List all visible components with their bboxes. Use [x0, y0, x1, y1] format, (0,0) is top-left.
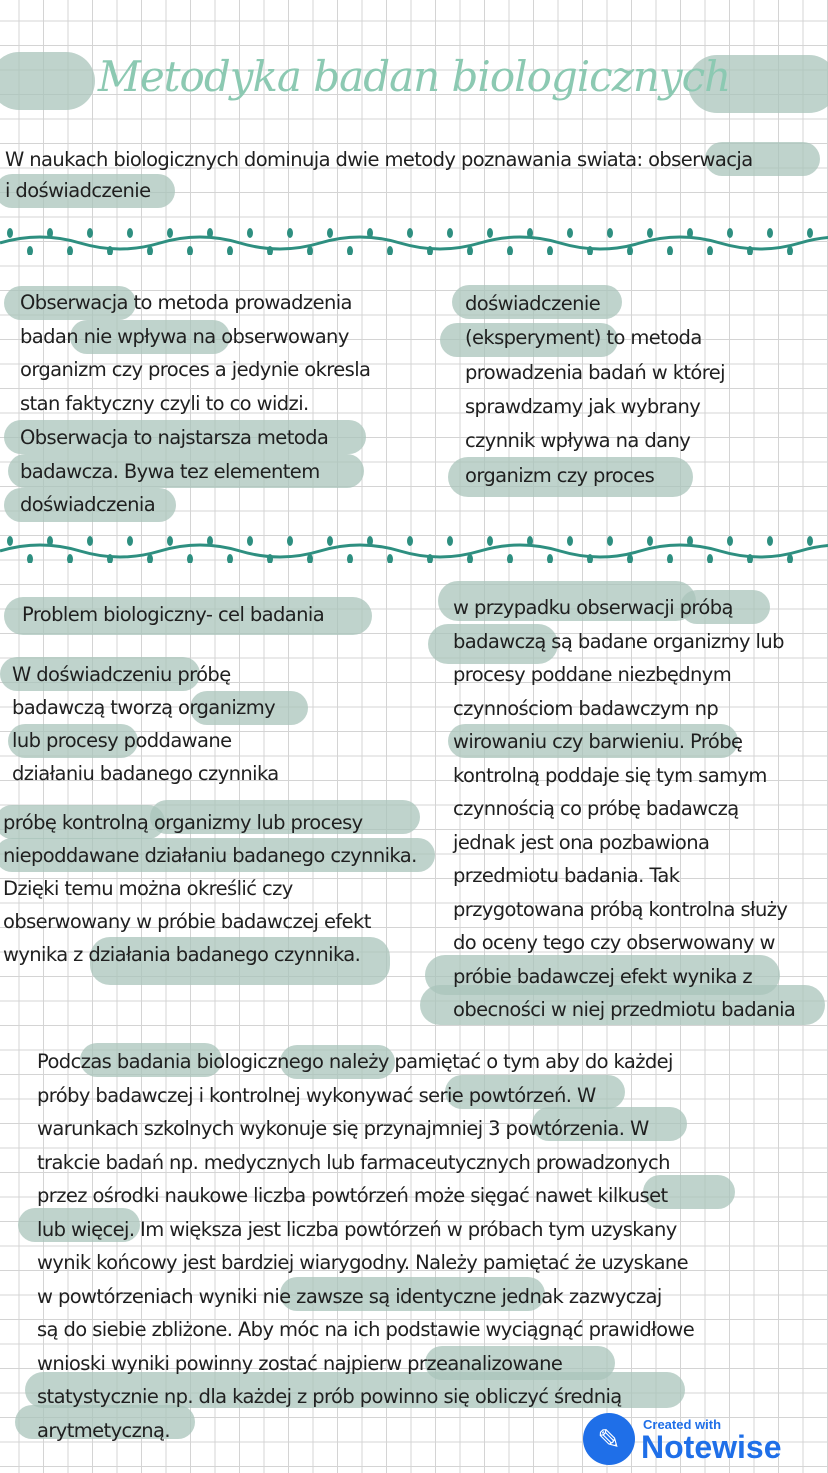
text-line: obserwowany w próbie badawczej efekt [3, 910, 371, 933]
text-line: sprawdzamy jak wybrany [465, 394, 701, 418]
notewise-watermark [583, 1413, 781, 1465]
text-line: (eksperyment) to metoda [465, 326, 702, 350]
leaf-icon [547, 246, 553, 255]
text-line: Podczas badania biologicznego należy pamiętać o tym aby do każdej [37, 1050, 673, 1073]
text-line: do oceny tego czy obserwowany w [453, 931, 775, 954]
text-line: w przypadku obserwacji próbą [453, 596, 733, 619]
text-line: Obserwacja to metoda prowadzenia [20, 291, 352, 314]
leaf-icon [7, 228, 13, 238]
leaf-icon [487, 228, 493, 238]
leaf-icon [127, 228, 133, 238]
leaf-icon [207, 228, 213, 238]
leaf-icon [407, 536, 413, 546]
text-line: statystycznie np. dla każdej z prób powinno się obliczyć średnią [37, 1385, 622, 1408]
text-line: Dzięki temu można określić czy [3, 877, 293, 900]
leaf-icon [287, 228, 293, 238]
text-line: wynika z działania badanego czynnika. [3, 943, 361, 966]
text-line: Obserwacja to najstarsza metoda [20, 425, 329, 449]
leaf-icon [227, 246, 233, 255]
text-line: obecności w niej przedmiotu badania [453, 998, 796, 1021]
leaf-icon [167, 536, 173, 546]
leaf-icon [567, 228, 573, 238]
leaf-icon [707, 246, 713, 255]
text-line: próbie badawczej efekt wynika z [453, 964, 753, 988]
text-line: stan faktyczny czyli to co widzi. [20, 392, 309, 416]
leaf-icon [507, 246, 513, 255]
leaf-icon [507, 554, 513, 563]
leaf-icon [687, 536, 693, 546]
text-line: lub więcej. Im większa jest liczba powtórzeń w próbach tym uzyskany [37, 1217, 677, 1241]
text-line: przedmiotu badania. Tak [453, 864, 680, 887]
intro-line: W naukach biologicznych dominuja dwie metody poznawania swiata: obserwacja [5, 148, 753, 171]
leaf-icon [727, 228, 733, 238]
text-line: lub procesy poddawane [12, 729, 232, 752]
leaf-icon [167, 228, 173, 238]
text-line: próbę kontrolną organizmy lub procesy [3, 811, 363, 834]
leaf-icon [407, 228, 413, 238]
leaf-icon [667, 554, 673, 563]
leaf-icon [687, 228, 693, 238]
text-line: czynnik wpływa na dany [465, 429, 691, 453]
text-line: badawcza. Bywa tez elementem [20, 459, 320, 483]
text-line: wirowaniu czy barwieniu. Próbę [453, 730, 743, 753]
leaf-icon [67, 246, 73, 255]
text-line: badawczą są badane organizmy lub [453, 629, 784, 653]
leaf-icon [547, 554, 553, 563]
text-line: jednak jest ona pozbawiona [453, 830, 710, 854]
leaf-icon [87, 228, 93, 238]
text-line: przygotowana próbą kontrolna służy [453, 897, 788, 921]
text-line: trakcie badań np. medycznych lub farmaceutycznych prowadzonych [37, 1150, 670, 1174]
page-title: Metodyka badan biologicznych [97, 52, 731, 101]
text-line: kontrolną poddaje się tym samym [453, 763, 767, 787]
leaf-icon [287, 536, 293, 546]
text-line: organizm czy proces [465, 463, 655, 487]
text-line: arytmetyczną. [37, 1418, 170, 1442]
leaf-icon [647, 228, 653, 238]
leaf-icon [387, 554, 393, 563]
leaf-icon [447, 536, 453, 546]
leaf-icon [527, 228, 533, 238]
leaf-icon [607, 228, 613, 238]
text-line: czynnością co próbę badawczą [453, 797, 739, 820]
leaf-icon [807, 228, 813, 238]
leaf-icon [767, 536, 773, 546]
text-line: próby badawczej i kontrolnej wykonywać serie powtórzeń. W [37, 1083, 596, 1107]
leaf-icon [527, 536, 533, 546]
leaf-icon [187, 246, 193, 255]
leaf-icon [647, 536, 653, 546]
text-line: doświadczenie [465, 292, 601, 315]
leaf-icon [387, 246, 393, 255]
leaf-icon [567, 536, 573, 546]
leaf-icon [347, 246, 353, 255]
text-line: warunkach szkolnych wykonuje się przynajmniej 3 powtórzenia. W [37, 1117, 649, 1140]
leaf-icon [367, 536, 373, 546]
leaf-icon [207, 536, 213, 546]
leaf-icon [87, 536, 93, 546]
vine-divider [0, 225, 828, 255]
leaf-icon [447, 228, 453, 238]
text-line: przez ośrodki naukowe liczba powtórzeń może sięgać nawet kilkuset [37, 1184, 668, 1207]
text-line: badawczą tworzą organizmy [12, 696, 276, 719]
text-line: W doświadczeniu próbę [12, 663, 231, 686]
text-line: niepoddawane działaniu badanego czynnika. [3, 844, 417, 867]
leaf-icon [327, 536, 333, 546]
watermark-brand: Notewise [641, 1428, 782, 1465]
leaf-icon [607, 536, 613, 546]
vine-divider [0, 533, 828, 563]
watermark-small: Created with [643, 1416, 722, 1432]
problem-heading: Problem biologiczny- cel badania [22, 603, 325, 626]
leaf-icon [347, 554, 353, 563]
leaf-icon [327, 228, 333, 238]
leaf-icon [227, 554, 233, 563]
text-line: procesy poddane niezbędnym [453, 663, 732, 686]
text-line: doświadczenia [20, 493, 156, 517]
leaf-icon [187, 554, 193, 563]
leaf-icon [767, 228, 773, 238]
text-line: działaniu badanego czynnika [12, 762, 279, 785]
text-line: badan nie wpływa na obserwowany [20, 324, 349, 348]
intro-line: i doświadczenie [5, 179, 151, 202]
text-line: wnioski wyniki powinny zostać najpierw przeanalizowane [37, 1351, 563, 1375]
leaf-icon [67, 554, 73, 563]
leaf-icon [47, 536, 53, 546]
leaf-icon [27, 246, 33, 255]
pencil-icon: ✎ [583, 1413, 635, 1465]
text-line: wynik końcowy jest bardziej wiarygodny. Należy pamiętać że uzyskane [37, 1251, 689, 1274]
text-line: prowadzenia badań w której [465, 360, 725, 384]
leaf-icon [27, 554, 33, 563]
leaf-icon [127, 536, 133, 546]
leaf-icon [487, 536, 493, 546]
text-line: czynnościom badawczym np [453, 696, 719, 720]
leaf-icon [807, 536, 813, 546]
leaf-icon [7, 536, 13, 546]
leaf-icon [47, 228, 53, 238]
text-line: organizm czy proces a jedynie okresla [20, 358, 371, 382]
leaf-icon [247, 536, 253, 546]
leaf-icon [727, 536, 733, 546]
leaf-icon [667, 246, 673, 255]
text-line: są do siebie zbliżone. Aby móc na ich podstawie wyciągnąć prawidłowe [37, 1318, 695, 1341]
leaf-icon [707, 554, 713, 563]
leaf-icon [247, 228, 253, 238]
text-line: w powtórzeniach wyniki nie zawsze są identyczne jednak zazwyczaj [37, 1284, 662, 1308]
leaf-icon [367, 228, 373, 238]
